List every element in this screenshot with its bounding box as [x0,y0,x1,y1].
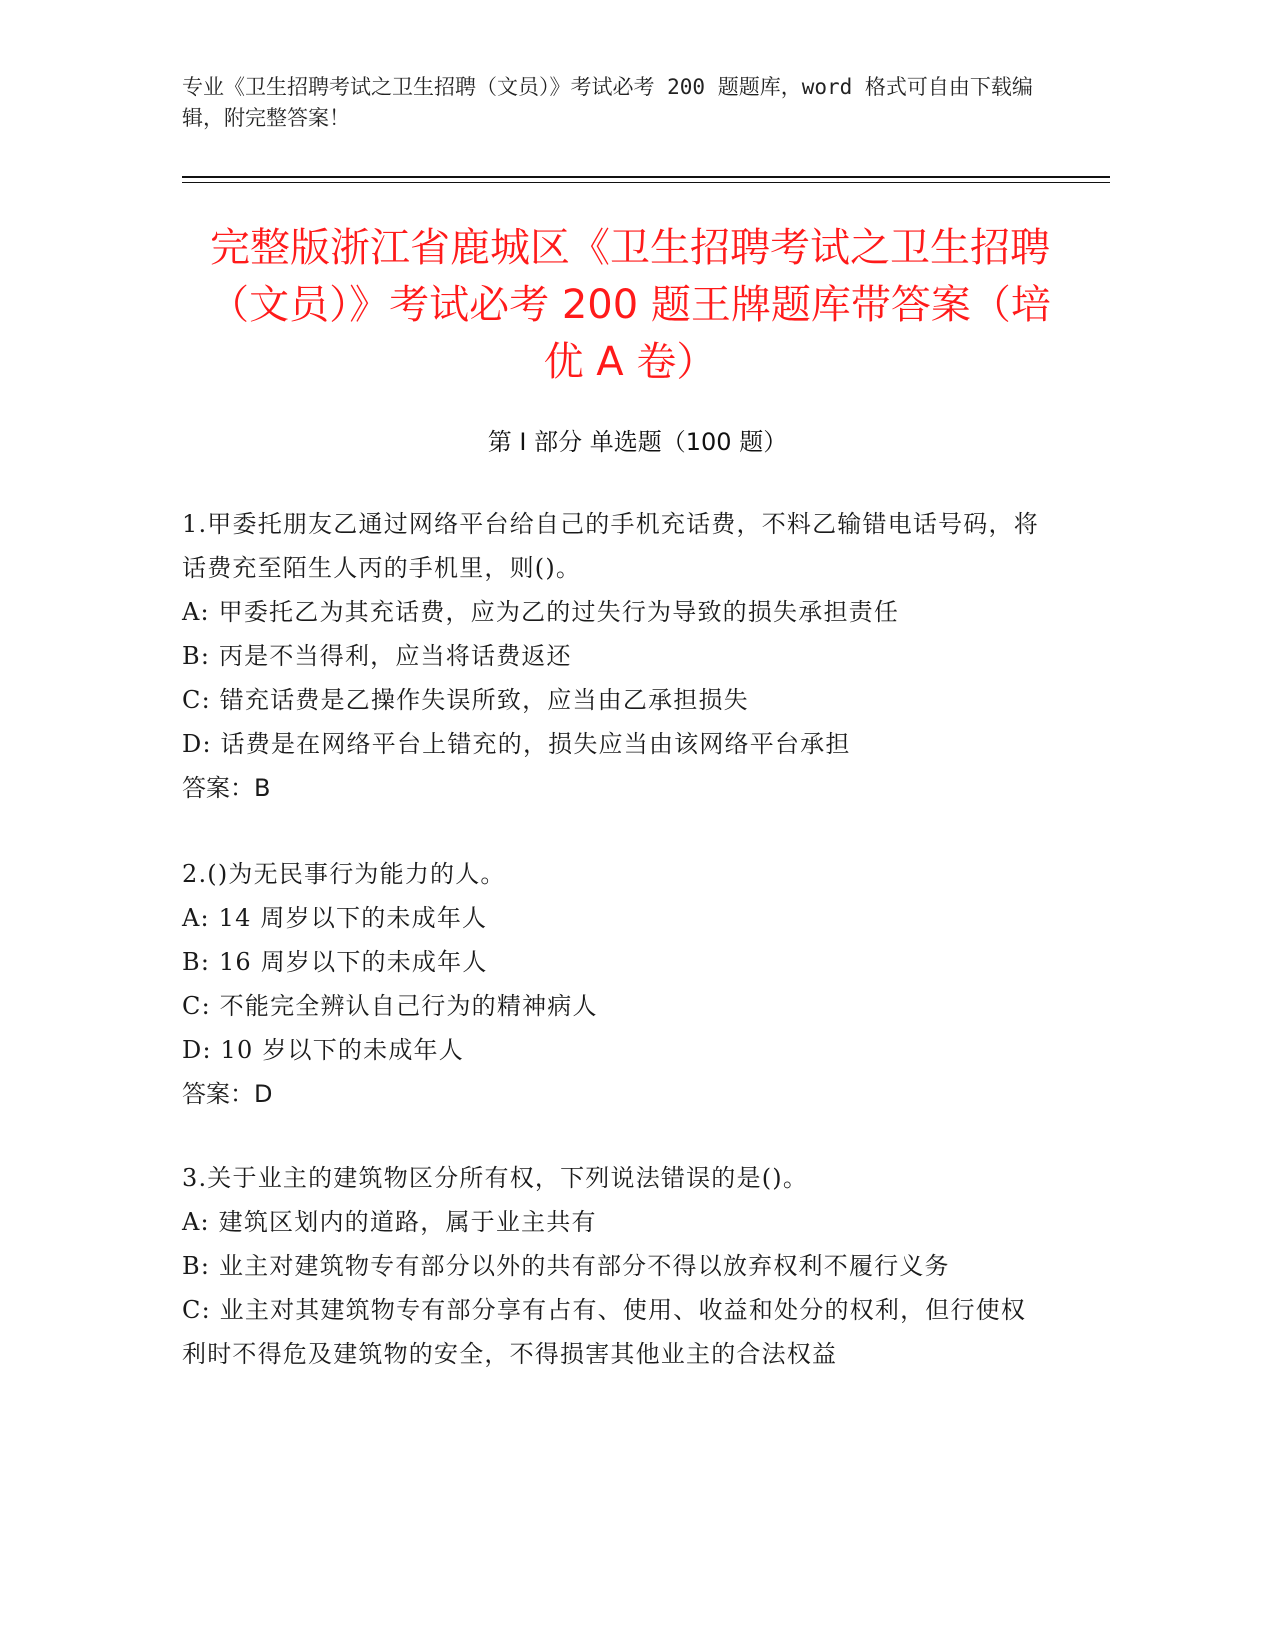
header-rule-thin [182,182,1110,183]
question-stem: 1.甲委托朋友乙通过网络平台给自己的手机充话费，不料乙输错电话号码，将话费充至陌生人丙的手机里，则()。 [182,510,1039,582]
answer-line: 答案：D [182,1080,273,1108]
option-b: B: 丙是不当得利，应当将话费返还 [182,642,572,670]
option-c: C: 不能完全辨认自己行为的精神病人 [182,992,598,1020]
question-1 [182,502,1042,810]
option-a: A: 14 周岁以下的未成年人 [182,904,488,932]
option-a: A: 甲委托乙为其充话费，应为乙的过失行为导致的损失承担责任 [182,598,900,626]
option-c: C: 业主对其建筑物专有部分享有占有、使用、收益和处分的权利，但行使权利时不得危及建筑物的安全，不得损害其他业主的合法权益 [182,1296,1027,1368]
option-b: B: 业主对建筑物专有部分以外的共有部分不得以放弃权利不履行义务 [182,1252,950,1280]
option-c: C: 错充话费是乙操作失误所致，应当由乙承担损失 [182,686,749,714]
header-rule-thick [182,176,1110,178]
section-heading: 第 I 部分 单选题（100 题） [487,428,788,456]
option-d: D: 10 岁以下的未成年人 [182,1036,464,1064]
document-title: 完整版浙江省鹿城区《卫生招聘考试之卫生招聘（文员）》考试必考 200 题王牌题库带答案（培优 A 卷） [209,225,1051,385]
header-note: 专业《卫生招聘考试之卫生招聘（文员）》考试必考 200 题题库，word 格式可自由下载编辑，附完整答案！ [182,75,1033,130]
question-stem: 2.()为无民事行为能力的人。 [182,860,506,888]
option-b: B: 16 周岁以下的未成年人 [182,948,488,976]
option-d: D: 话费是在网络平台上错充的，损失应当由该网络平台承担 [182,730,851,758]
answer-line: 答案：B [182,774,271,802]
question-stem: 3.关于业主的建筑物区分所有权，下列说法错误的是()。 [182,1164,809,1192]
question-3 [182,1156,1042,1376]
option-a: A: 建筑区划内的道路，属于业主共有 [182,1208,597,1236]
question-2 [182,852,1042,1116]
